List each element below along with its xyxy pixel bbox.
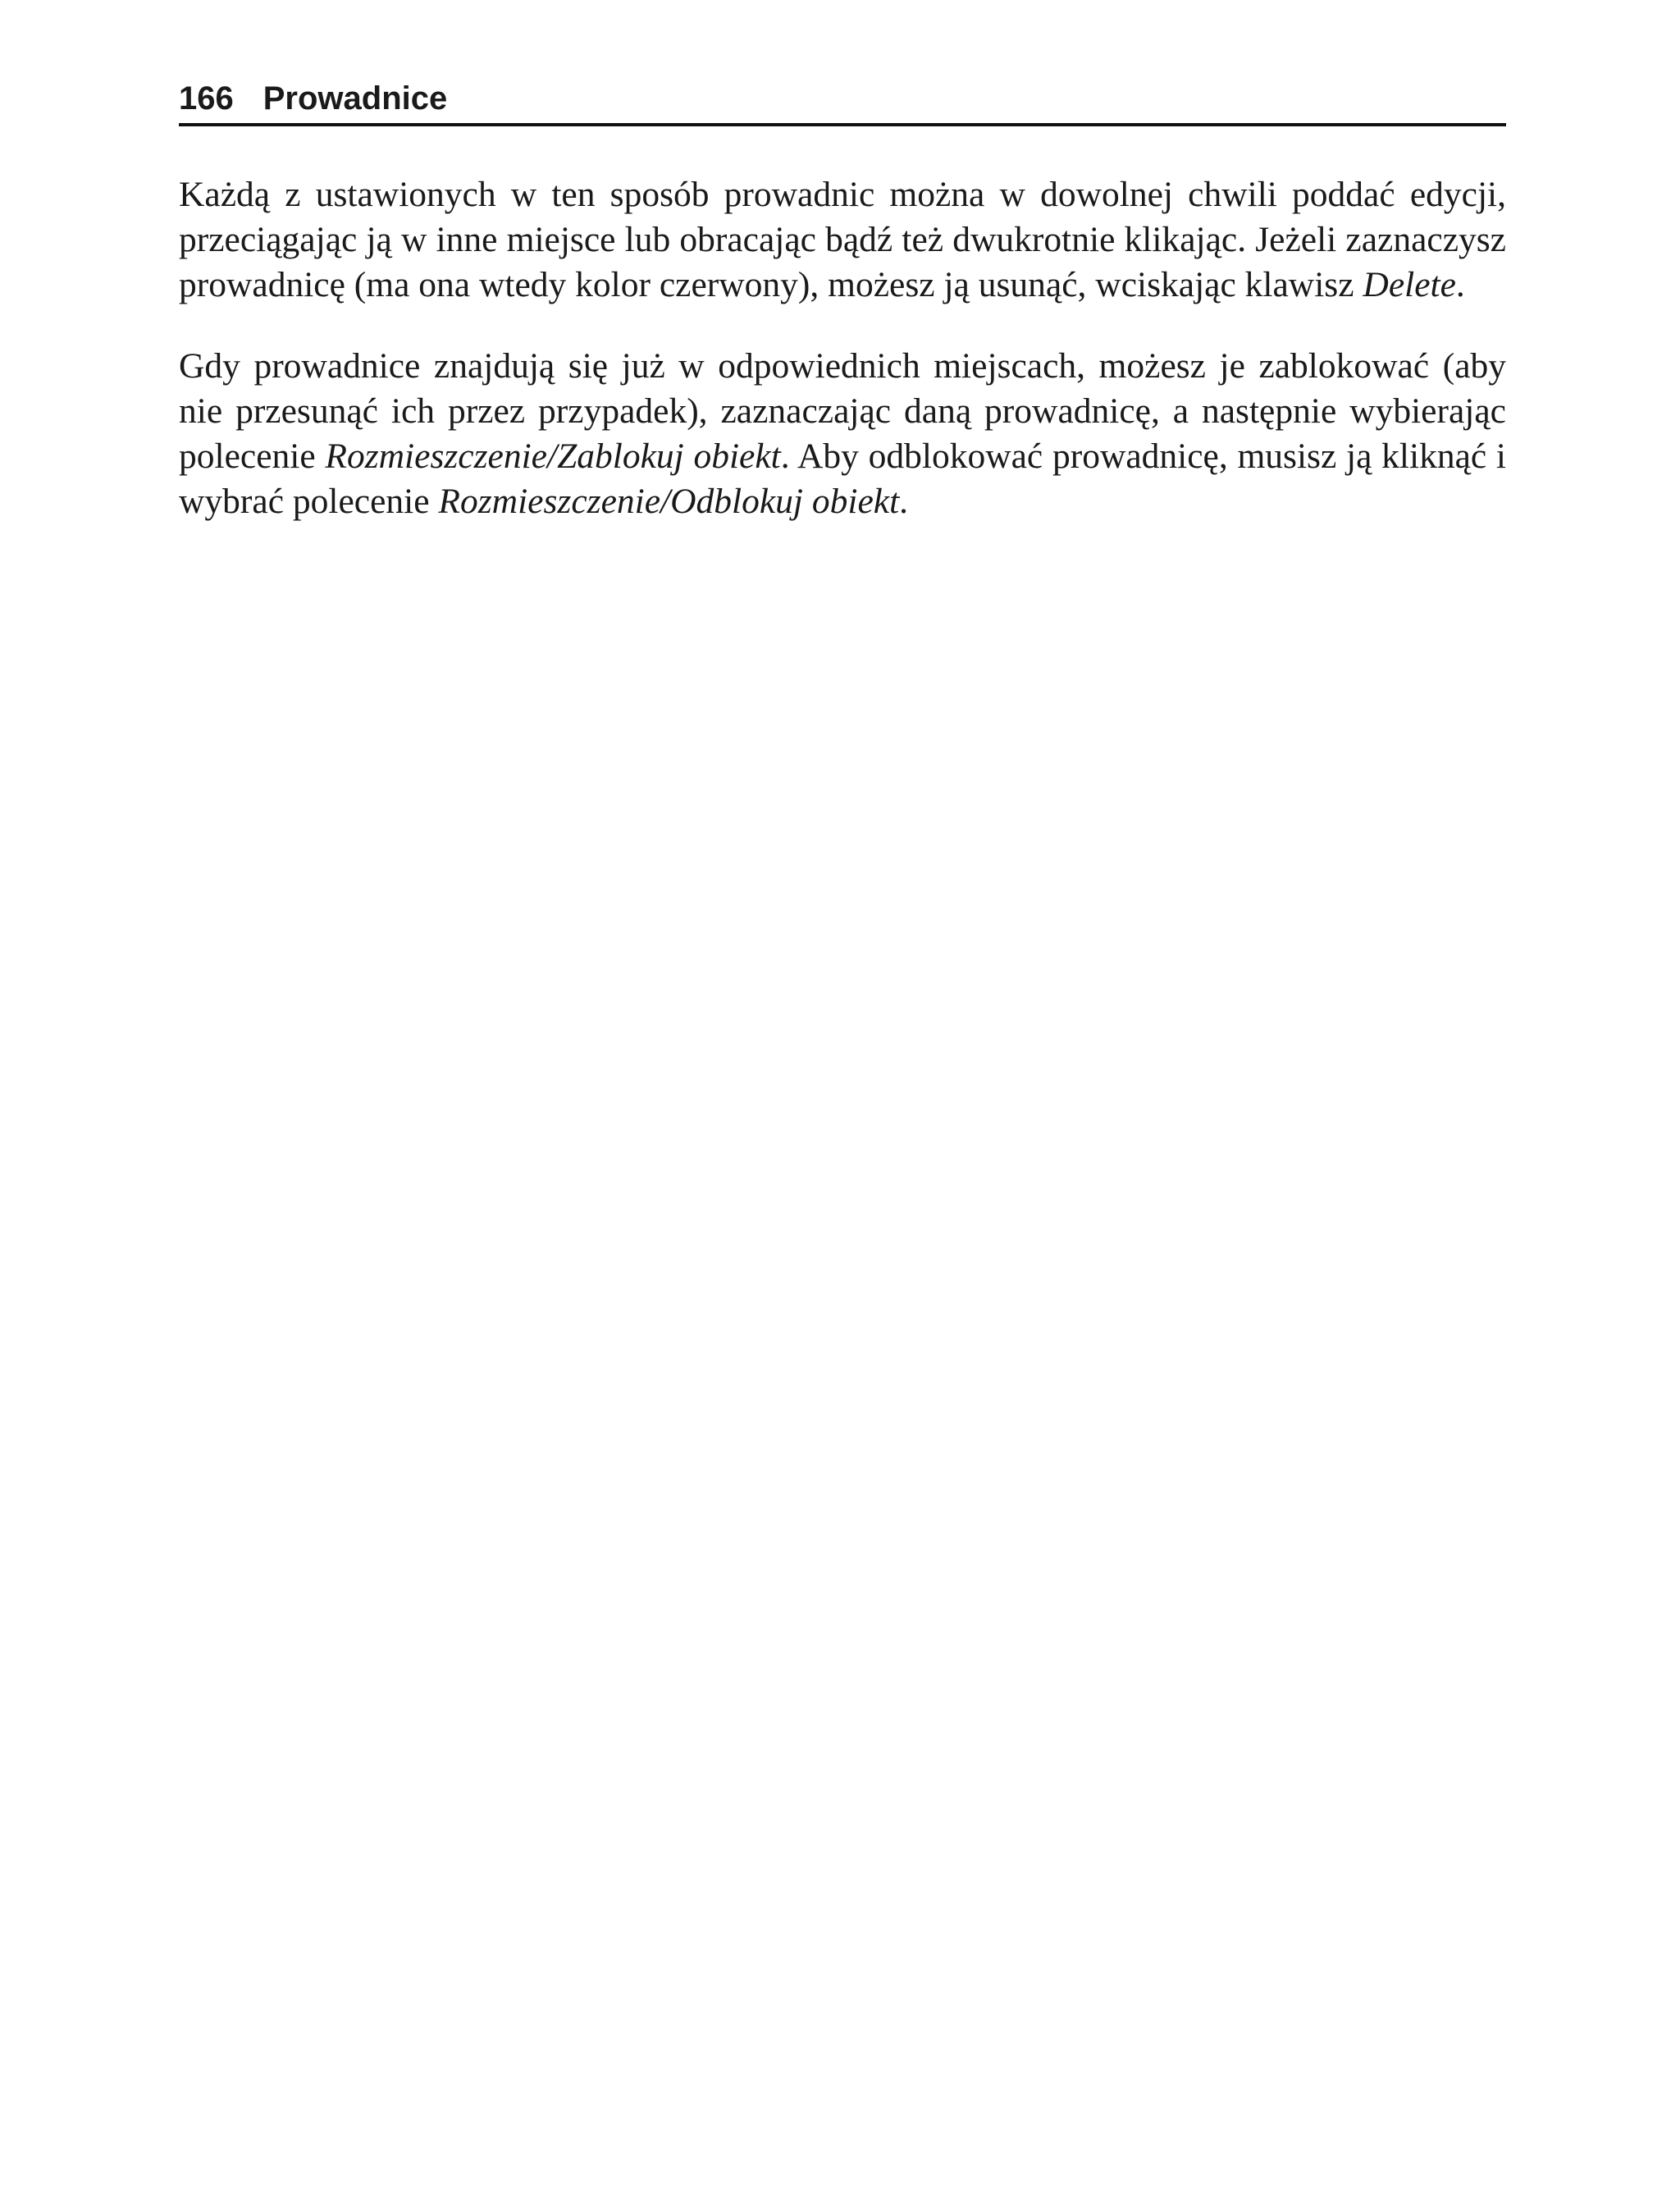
page-number: 166 xyxy=(179,80,234,117)
text-segment: Gdy prowadnice znajdują się już w odpowiednich miejscach, możesz je zablokować (aby nie przesunąć ich przez przypadek), zaznaczając daną prowadnicę, a następnie wybierając polecenie xyxy=(179,346,1506,476)
text-segment: . Aby odblokować prowadnicę, musisz ją kliknąć i wybrać polecenie xyxy=(179,437,1506,521)
paragraph-1 xyxy=(179,172,1506,308)
key-name-delete: Delete xyxy=(1363,265,1456,304)
chapter-title: Prowadnice xyxy=(262,80,448,117)
command-lock-object: Rozmieszczenie/Zablokuj obiekt xyxy=(325,437,781,476)
command-unlock-object: Rozmieszczenie/Odblokuj obiekt xyxy=(438,482,900,521)
text-segment: Każdą z ustawionych w ten sposób prowadnic można w dowolnej chwili poddać edycji, przeciągając ją w inne miejsce lub obracając bądź też dwukrotnie klikając. Jeżeli zaznaczysz prowadnicę (ma ona wtedy kolor czerwony), możesz ją usunąć, wciskając klawisz xyxy=(179,175,1506,304)
paragraph-2 xyxy=(179,344,1506,524)
text-segment: . xyxy=(899,482,909,521)
running-header xyxy=(179,79,1506,126)
book-page xyxy=(179,79,1506,560)
body-text xyxy=(179,172,1506,524)
text-segment: . xyxy=(1455,265,1465,304)
